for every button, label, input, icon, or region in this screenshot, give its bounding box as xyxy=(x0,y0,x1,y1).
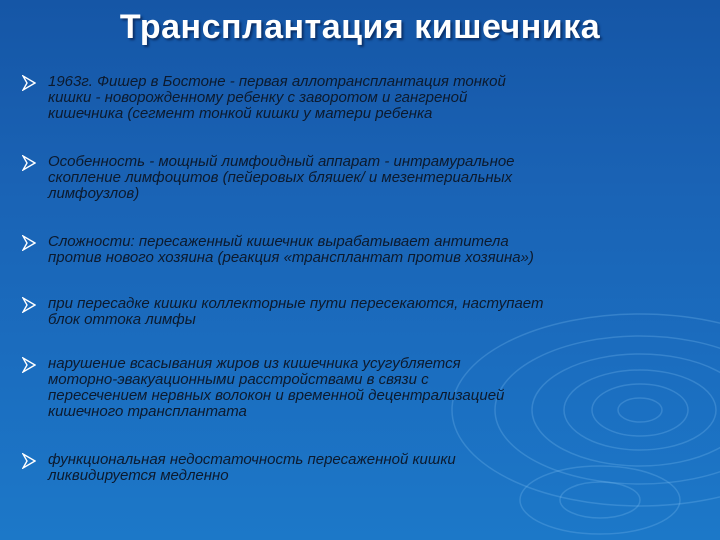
bullet-text: Особенность - мощный лимфоидный аппарат - интрамуральное скопление лимфоцитов (пейеровых бляшек/ и мезентериальных лимфоузлов) xyxy=(48,153,515,202)
bullet-text: при пересадке кишки коллекторные пути пересекаются, наступает блок оттока лимфы xyxy=(48,295,544,328)
bullet-text: функциональная недостаточность пересаженной кишки ликвидируется медленно xyxy=(48,451,456,484)
slide-title: Трансплантация кишечника xyxy=(119,8,601,46)
bullet-text: нарушение всасывания жиров из кишечника усугубляется моторно-эвакуационными расстройствами в связи с пересечением нервных волокон и временной децентрализацией кишечного трансплантата xyxy=(48,355,505,420)
bullet-text: 1963г. Фишер в Бостоне - первая аллотрансплантация тонкой кишки - новорожденному ребенку с заворотом и гангреной кишечника (сегмент тонкой кишки у матери ребенка xyxy=(48,73,506,122)
arrowhead-bullet-icon xyxy=(22,75,36,91)
arrowhead-bullet-icon xyxy=(22,235,36,251)
bullet-text: Сложности: пересаженный кишечник вырабатывает антитела против нового хозяина (реакция «трансплантат против хозяина») xyxy=(48,233,534,266)
arrowhead-bullet-icon xyxy=(22,453,36,469)
arrowhead-bullet-icon xyxy=(22,357,36,373)
arrowhead-bullet-icon xyxy=(22,297,36,313)
arrowhead-bullet-icon xyxy=(22,155,36,171)
